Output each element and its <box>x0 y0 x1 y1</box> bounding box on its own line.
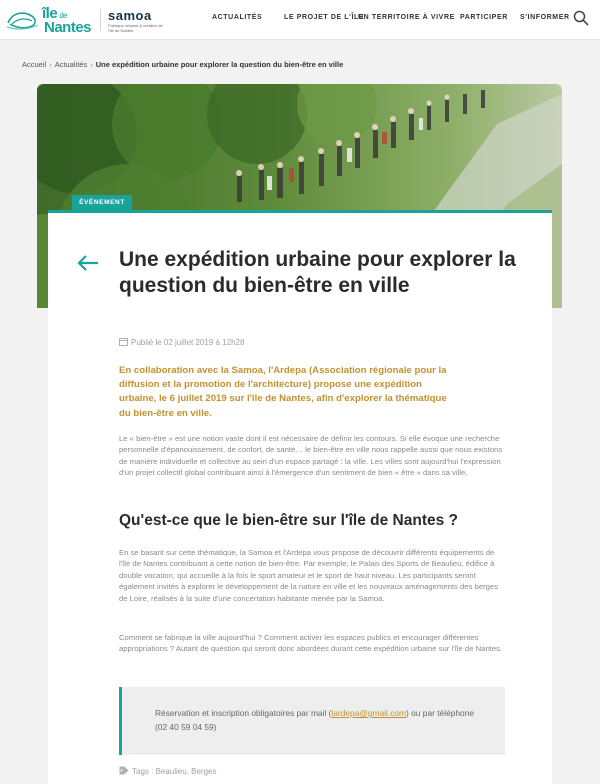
wave-logo-icon <box>6 9 40 31</box>
calendar-icon <box>119 337 128 346</box>
logo-line-2: Nantes <box>44 19 92 36</box>
samoa-logo[interactable] <box>108 8 178 34</box>
publish-date-text: Publié le 02 juillet 2019 à 12h28 <box>131 338 245 347</box>
nav-s-informer[interactable]: S'INFORMER <box>520 14 570 21</box>
breadcrumb-separator: › <box>90 60 93 69</box>
breadcrumb-current: Une expédition urbaine pour explorer la question du bien-être en ville <box>95 60 344 69</box>
search-icon[interactable] <box>573 10 589 26</box>
nav-le-projet[interactable]: LE PROJET DE L'ÎLE <box>284 14 365 21</box>
logo-line-1: île de <box>42 5 68 22</box>
article-paragraph-2: En se basant sur cette thématique, la Samoa et l'Ardepa vous propose de découvrir différents équipements de l'île de Nantes contribuant à cette notion de bien-être. Par exemple, le Palais des Sports de Beaulieu, édifice à double vocation, qui accueille à la fois le sport amateur et le sport de haut niveau. Les participants seront également invités à explorer le développement de la nature en ville et les nouveaux aménagements des berges de Loire, réalisés à la suite d'une concertation habitante menée par la Samoa. <box>119 548 499 603</box>
category-badge: ÉVÉNEMENT <box>72 195 132 210</box>
nav-actualites[interactable]: ACTUALITÉS <box>212 14 263 21</box>
nav-participer[interactable]: PARTICIPER <box>460 14 508 21</box>
tags <box>119 766 217 776</box>
article-paragraph-1: Le « bien-être » est une notion vaste dont il est nécessaire de définir les contours. Si elle évoque une recherche personnelle d'épanouissement, de confort, de santé… le bien-être en ville nous rappelle aussi que nous existons de manière individuelle et collective au sein d'un espace partagé : la ville. Les villes sont aujourd'hui l'expression d'un projet collectif global contribuant ainsi à l'émergence d'un sentiment de bien « être » dans sa ville. <box>119 434 503 478</box>
ile-de-nantes-logo[interactable] <box>6 5 96 35</box>
reservation-text: Réservation et inscription obligatoires par mail (lardepa@gmail.com) ou par téléphone (02 40 59 04 59) <box>155 708 475 732</box>
nav-territoire[interactable]: UN TERRITOIRE À VIVRE <box>358 14 455 21</box>
article-title: Une expédition urbaine pour explorer la question du bien-être en ville <box>119 248 516 297</box>
tag-icon <box>119 766 129 775</box>
article-subtitle: Qu'est-ce que le bien-être sur l'île de Nantes ? <box>119 512 458 529</box>
email-link[interactable]: lardepa@gmail.com <box>331 708 407 718</box>
top-navigation-bar <box>0 0 600 40</box>
article-paragraph-3: Comment se fabrique la ville aujourd'hui ? Comment activer les espaces publics et encourager différentes appropriations ? Autant de question qui seront donc abordées durant cette expédition urbaine sur l'île de Nantes. <box>119 633 503 654</box>
logo-divider <box>100 9 101 31</box>
tags-text[interactable]: Tags : Beaulieu, Berges <box>132 767 217 776</box>
publish-date <box>119 337 244 347</box>
breadcrumb <box>22 60 343 69</box>
samoa-wordmark: samoa <box>108 8 152 23</box>
breadcrumb-separator: › <box>49 60 52 69</box>
breadcrumb-section[interactable]: Actualités <box>54 60 88 69</box>
back-arrow-icon[interactable] <box>76 254 100 272</box>
article-lead: En collaboration avec la Samoa, l'Ardepa (Association régionale pour la diffusion et la promotion de l'architecture) propose une expédition urbaine, le 6 juillet 2019 sur l'île de Nantes, afin d'explorer la thématique du bien-être en ville. <box>119 365 447 419</box>
reservation-callout <box>119 687 505 755</box>
samoa-tagline: Fabrique urbaine & créative de l'île de Nantes <box>108 23 163 33</box>
breadcrumb-home[interactable]: Accueil <box>22 60 47 69</box>
